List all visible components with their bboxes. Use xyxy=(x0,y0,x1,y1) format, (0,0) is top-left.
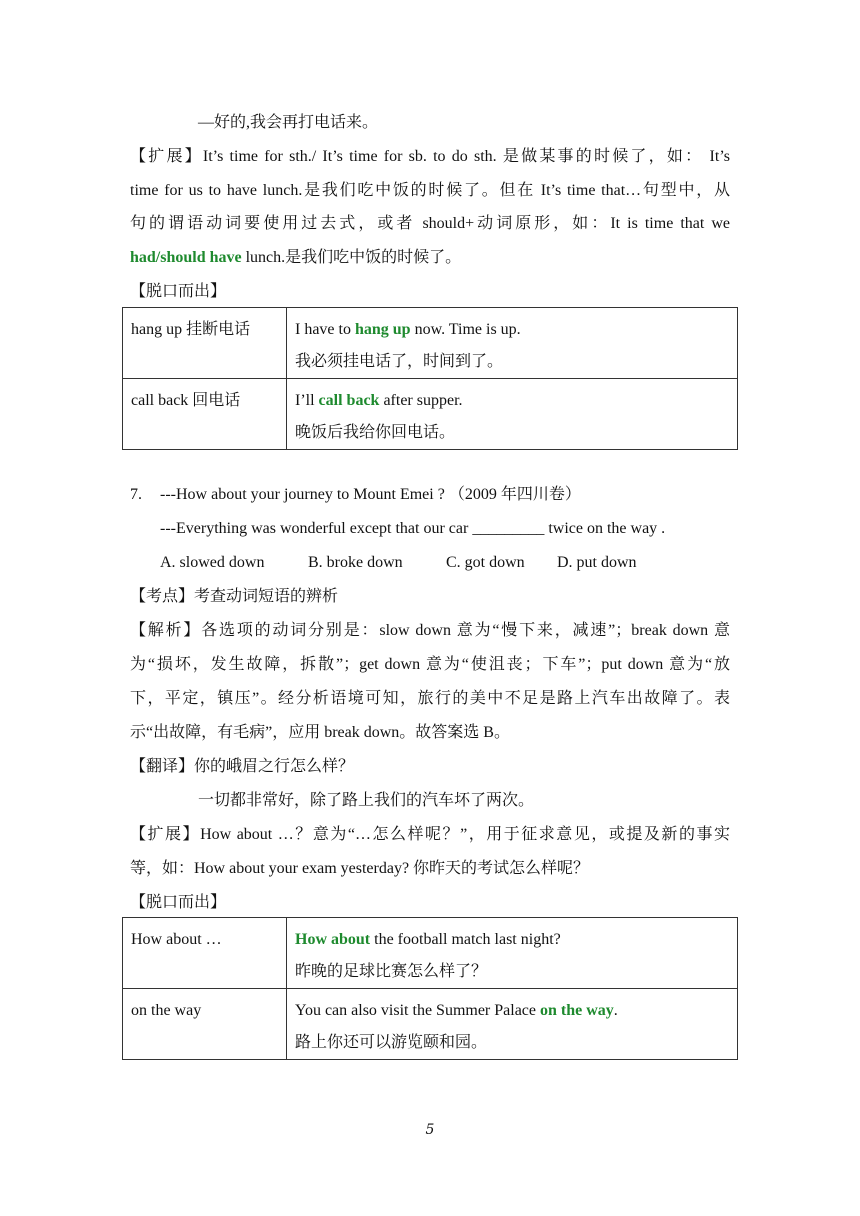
example-zh: 路上你还可以游览颐和园。 xyxy=(295,1034,488,1051)
phrase-cell: hang up 挂断电话 xyxy=(123,308,287,379)
highlight-phrase: had/should have xyxy=(130,249,242,266)
example-cell xyxy=(287,308,738,379)
extension-line-4 xyxy=(130,247,730,269)
example-cell xyxy=(287,918,738,989)
translation-line-2: 一切都非常好，除了路上我们的汽车坏了两次。 xyxy=(198,792,535,809)
option-d: D. put down xyxy=(557,554,637,571)
extension-line-2: time for us to have lunch.是我们吃中饭的时候了。但在 It’s time that…句型中，从 xyxy=(130,182,730,199)
option-a: A. slowed down xyxy=(160,554,265,571)
example-zh: 晚饭后我给你回电话。 xyxy=(295,424,456,441)
phrase-cell: How about … xyxy=(123,918,287,989)
phrase-cell: call back 回电话 xyxy=(123,379,287,450)
example-cell xyxy=(287,989,738,1060)
example-cell xyxy=(287,379,738,450)
highlight-phrase: on the way xyxy=(540,1002,614,1019)
table-row xyxy=(123,379,738,450)
extension-line-4-rest: lunch.是我们吃中饭的时候了。 xyxy=(241,249,462,266)
translation-line-1: 【翻译】你的峨眉之行怎么样？ xyxy=(130,758,355,775)
extension-line-1: 【扩展】How about …？意为“…怎么样呢？”，用于征求意见，或提及新的事实 xyxy=(130,826,730,843)
question-number: 7. xyxy=(130,486,142,503)
table-row xyxy=(123,308,738,379)
kaodian-line: 【考点】考查动词短语的辨析 xyxy=(130,588,339,605)
table-row xyxy=(123,918,738,989)
highlight-phrase: call back xyxy=(318,392,380,409)
highlight-phrase: How about xyxy=(295,931,371,948)
example-zh: 我必须挂电话了，时间到了。 xyxy=(295,353,504,370)
answer-line: ---Everything was wonderful except that our car _________ twice on the way . xyxy=(160,520,666,537)
analysis-line-2: 为“损坏，发生故障，拆散”；get down 意为“使沮丧；下车”；put down 意为“放 xyxy=(130,656,730,673)
phrase-table-2 xyxy=(122,917,738,1060)
example-en: I’ll call back after supper. xyxy=(295,392,463,409)
example-zh: 昨晚的足球比赛怎么样了？ xyxy=(295,963,488,980)
table-row xyxy=(123,989,738,1060)
example-en: You can also visit the Summer Palace on the way. xyxy=(295,1002,618,1019)
extension-line-3: 句的谓语动词要使用过去式，或者 should+动词原形，如：It is time that we xyxy=(130,215,730,232)
phrase-table-1 xyxy=(122,307,738,450)
highlight-phrase: hang up xyxy=(354,321,411,338)
option-b: B. broke down xyxy=(308,554,403,571)
reply-line: —好的,我会再打电话来。 xyxy=(198,114,379,131)
analysis-line-1: 【解析】各选项的动词分别是：slow down 意为“慢下来，减速”；break down 意 xyxy=(130,622,730,639)
analysis-line-3: 下，平定，镇压”。经分析语境可知，旅行的美中不足是路上汽车出故障了。表 xyxy=(130,690,730,707)
option-c: C. got down xyxy=(446,554,525,571)
analysis-line-4: 示“出故障，有毛病”，应用 break down。故答案选 B。 xyxy=(130,724,510,741)
example-en: I have to hang up now. Time is up. xyxy=(295,321,521,338)
page-number: 5 xyxy=(425,1122,435,1138)
extension-line-1: 【扩展】It’s time for sth./ It’s time for sb. to do sth. 是做某事的时候了，如： It’s xyxy=(130,148,730,165)
phrase-cell: on the way xyxy=(123,989,287,1060)
example-en: How about the football match last night? xyxy=(295,931,561,948)
extension-line-2: 等，如：How about your exam yesterday? 你昨天的考试怎么样呢？ xyxy=(130,860,590,877)
phrase-heading: 【脱口而出】 xyxy=(130,894,227,911)
question-line: ---How about your journey to Mount Emei ? （2009 年四川卷） xyxy=(160,486,581,503)
phrase-heading: 【脱口而出】 xyxy=(130,283,227,300)
